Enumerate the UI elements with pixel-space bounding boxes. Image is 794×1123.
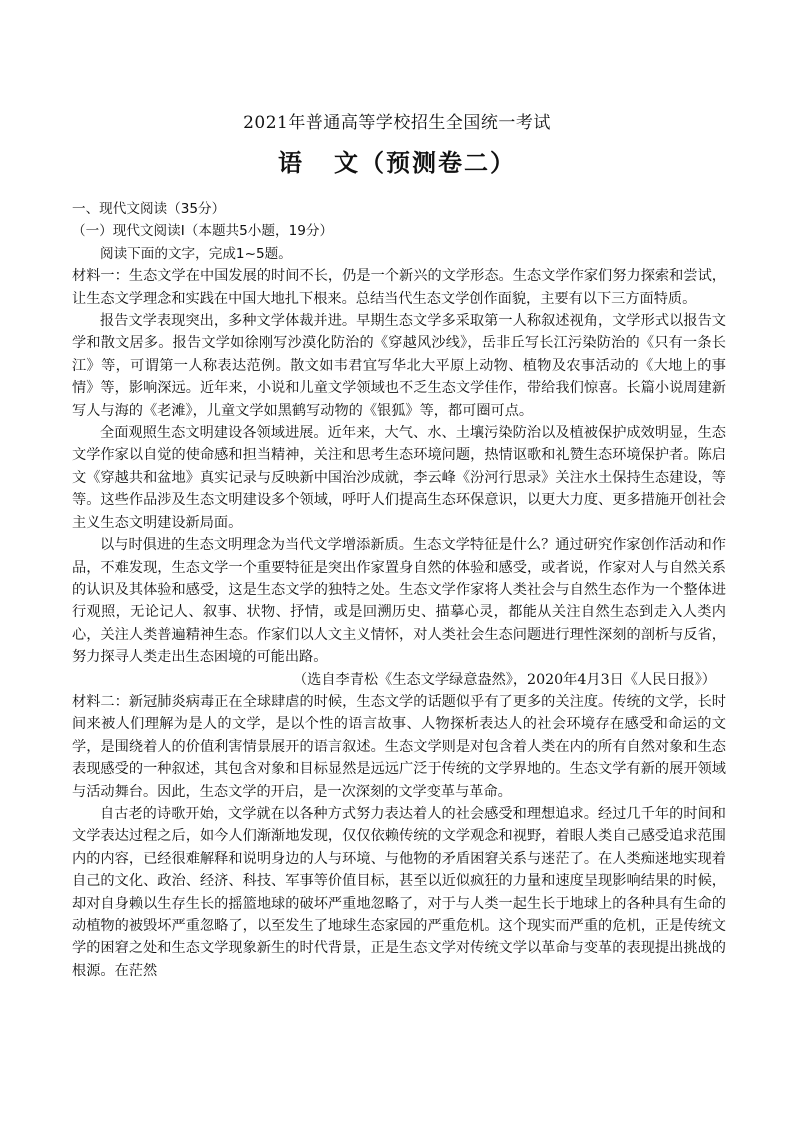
exam-body — [72, 198, 726, 982]
section-heading: 一、现代文阅读（35分） — [72, 201, 226, 217]
material1-paragraph: 以与时俱进的生态文明理念为当代文学增添新质。生态文学特征是什么？通过研究作家创作活动和作品，不难发现，生态文学一个重要特征是突出作家置身自然的体验和感受，或者说，作家对人与自然关系的认识及其体验和感受，这是生态文学的独特之处。生态文学作家将人类社会与自然生态作为一个整体进行观照，无论记人、叙事、状物、抒情，或是回溯历史、描摹心灵，都能从关注自然生态到走入人类内心，关注人类普遍精神生态。作家们以人文主义情怀，对人类社会生态问题进行理性深刻的剖析与反省，努力探寻人类走出生态困境的可能出路。 — [72, 537, 726, 666]
material1-paragraph: 全面观照生态文明建设各领域进展。近年来，大气、水、土壤污染防治以及植被保护成效明显，生态文学作家以自觉的使命感和担当精神，关注和思考生态环境问题，热情讴歌和礼赞生态环境保护者。陈启文《穿越共和盆地》真实记录与反映新中国治沙成就，李云峰《汾河行思录》关注水土保持生态建设，等等。这些作品涉及生态文明建设多个领域，呼吁人们提高生态环保意识，以更大力度、更多措施开创社会主义生态文明建设新局面。 — [72, 425, 726, 531]
material1-source: （选自李青松《生态文学绿意盎然》，2020年4月3日《人民日报》） — [292, 671, 716, 688]
subject-char: 语 — [278, 148, 304, 177]
subject-title — [0, 143, 794, 178]
reading-instruction: 阅读下面的文字，完成1~5题。 — [100, 245, 292, 262]
subject-paper: 文（预测卷二） — [334, 148, 516, 177]
material1-intro: 材料一：生态文学在中国发展的时间不长，仍是一个新兴的文学形态。生态文学作家们努力探索和尝试，让生态文学理念和实践在中国大地扎下根来。总结当代生态文学创作面貌，主要有以下三方面特质。 — [72, 268, 726, 307]
subsection-heading: （一）现代文阅读Ⅰ（本题共5小题，19分） — [72, 223, 334, 240]
material2-paragraph: 自古老的诗歌开始，文学就在以各种方式努力表达着人的社会感受和理想追求。经过几千年的时间和文学表达过程之后，如今人们渐渐地发现，仅仅依赖传统的文学观念和视野，着眼人类自己感受追求范围内的内容，已经很难解释和说明身边的人与环境、与他物的矛盾困窘关系与迷茫了。在人类痴迷地实现着自己的文化、政治、经济、科技、军事等价值目标，甚至以近似疯狂的力量和速度呈现影响结果的时候，却对自身赖以生存生长的摇篮地球的破坏严重地忽略了，对于与人类一起生长于地球上的各种具有生命的动植物的被毁坏严重忽略了，以至发生了地球生态家园的严重危机。这个现实而严重的危机，正是传统文学的困窘之处和生态文学现象新生的时代背景，正是生态文学对传统文学以革命与变革的表现提出挑战的根源。在茫然 — [72, 805, 726, 979]
material2-intro: 材料二：新冠肺炎病毒正在全球肆虐的时候，生态文学的话题似乎有了更多的关注度。传统的文学，长时间来被人们理解为是人的文学，是以个性的语言故事、人物探析表达人的社会环境存在感受和命运的文学，是围绕着人的价值利害情景展开的语言叙述。生态文学则是对包含着人类在内的所有自然对象和生态表现感受的一种叙述，其包含对象和目标显然是远远广泛于传统的文学界地的。生态文学有新的展开领域与活动舞台。因此，生态文学的开启，是一次深刻的文学变革与革命。 — [72, 693, 726, 800]
exam-title: 2021年普通高等学校招生全国统一考试 — [243, 113, 551, 133]
material1-paragraph: 报告文学表现突出，多种文学体裁并进。早期生态文学多采取第一人称叙述视角，文学形式以报告文学和散文居多。报告文学如徐刚写沙漠化防治的《穿越风沙线》，岳非丘写长江污染防治的《只有一条长江》等，可谓第一人称表达范例。散文如韦君宜写华北大平原上动物、植物及农事活动的《大地上的事情》等，影响深远。近年来，小说和儿童文学领域也不乏生态文学佳作，带给我们惊喜。长篇小说周建新写人与海的《老滩》，儿童文学如黑鹤写动物的《银狐》等，都可圈可点。 — [72, 313, 726, 419]
